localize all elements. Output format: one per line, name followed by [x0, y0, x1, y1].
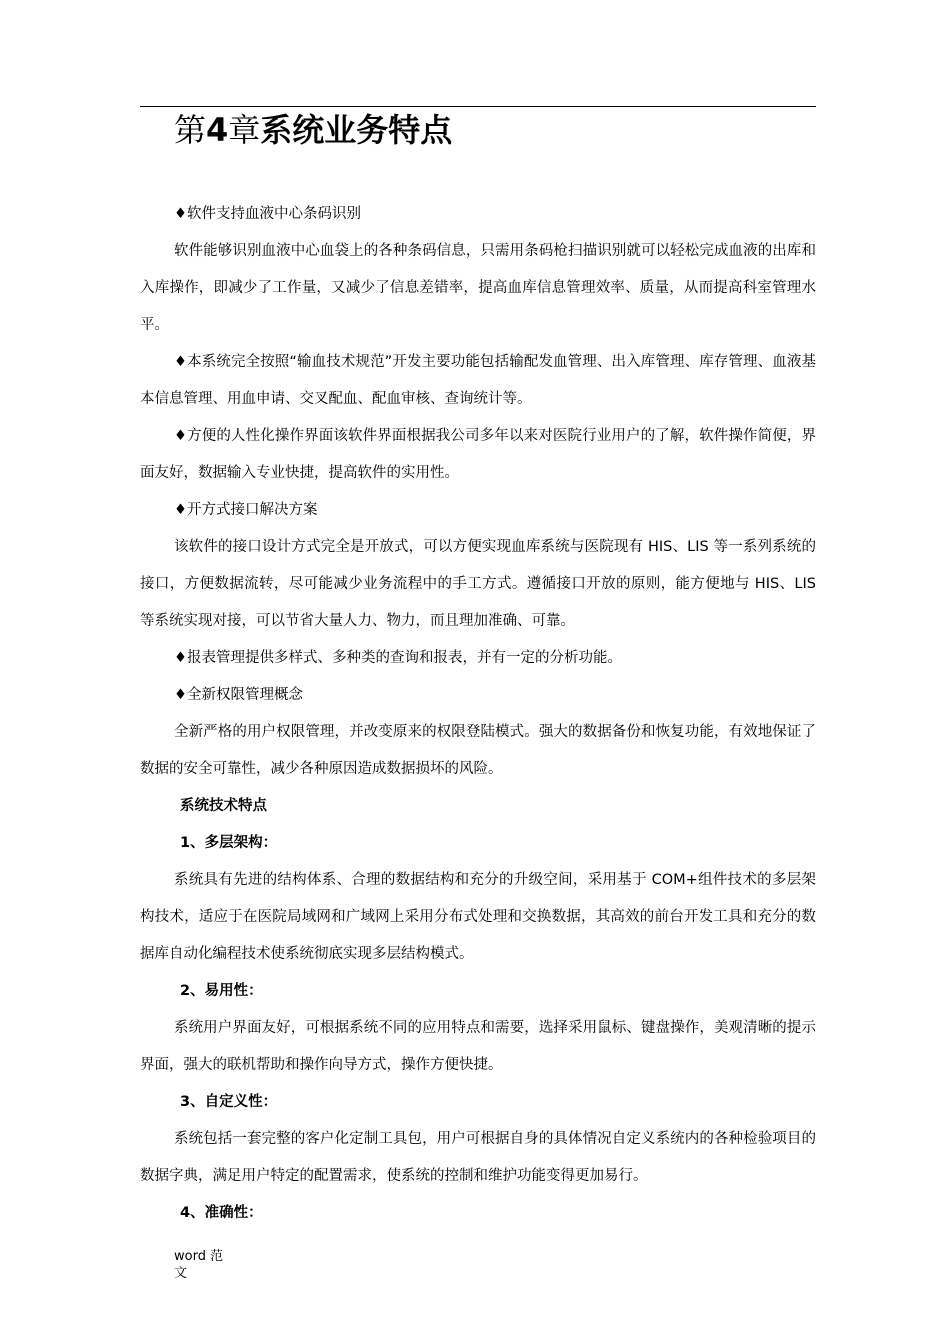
body-paragraph: ♦报表管理提供多样式、多种类的查询和报表，并有一定的分析功能。 — [174, 650, 622, 666]
section-heading: 系统技术特点 — [180, 798, 267, 814]
header-rule — [140, 106, 816, 107]
body-paragraph: 系统包括一套完整的客户化定制工具包，用户可根据自身的具体情况自定义系统内的各种检验项目的数据字典，满足用户特定的配置需求，使系统的控制和维护功能变得更加易行。 — [140, 1131, 816, 1184]
section-heading: 1、多层架构： — [180, 835, 278, 851]
section-heading: 2、易用性： — [180, 983, 263, 999]
body-paragraph: 系统用户界面友好，可根据系统不同的应用特点和需要，选择采用鼠标、键盘操作，美观清晰的提示界面，强大的联机帮助和操作向导方式，操作方便快捷。 — [140, 1020, 816, 1073]
chapter-suffix: 章 — [228, 111, 261, 149]
page-footer: word 范文 — [174, 1249, 224, 1281]
section-heading: 4、准确性： — [180, 1205, 263, 1221]
body-paragraph: ♦软件支持血液中心条码识别 — [174, 206, 361, 222]
body-paragraph: ♦开方式接口解决方案 — [174, 502, 318, 518]
section-heading: 3、自定义性： — [180, 1094, 278, 1110]
body-paragraph: ♦本系统完全按照“输血技术规范”开发主要功能包括输配发血管理、出入库管理、库存管理、血液基本信息管理、用血申请、交叉配血、配血审核、查询统计等。 — [140, 354, 816, 407]
body-paragraph: 软件能够识别血液中心血袋上的各种条码信息，只需用条码枪扫描识别就可以轻松完成血液的出库和入库操作，即减少了工作量，又减少了信息差错率，提高血库信息管理效率、质量，从而提高科室管理水平。 — [140, 243, 816, 333]
chapter-heading: 系统业务特点 — [260, 111, 453, 149]
body-paragraph: 该软件的接口设计方式完全是开放式，可以方便实现血库系统与医院现有 HIS、LIS 等一系列系统的接口，方便数据流转，尽可能减少业务流程中的手工方式。遵循接口开放的原则，能方便地与 HIS、LIS 等系统实现对接，可以节省大量人力、物力，而且理加准确、可靠。 — [140, 539, 816, 629]
chapter-number: 4 — [206, 111, 229, 149]
document-body — [140, 196, 816, 1232]
body-paragraph: ♦全新权限管理概念 — [174, 687, 303, 703]
body-paragraph: 全新严格的用户权限管理，并改变原来的权限登陆模式。强大的数据备份和恢复功能，有效地保证了数据的安全可靠性，减少各种原因造成数据损坏的风险。 — [140, 724, 816, 777]
body-paragraph: ♦方便的人性化操作界面该软件界面根据我公司多年以来对医院行业用户的了解，软件操作简便，界面友好，数据输入专业快捷，提高软件的实用性。 — [140, 428, 816, 481]
chapter-title — [174, 110, 452, 150]
body-paragraph: 系统具有先进的结构体系、合理的数据结构和充分的升级空间，采用基于 COM+组件技术的多层架构技术，适应于在医院局域网和广域网上采用分布式处理和交换数据，其高效的前台开发工具和充分的数据库自动化编程技术使系统彻底实现多层结构模式。 — [140, 872, 816, 962]
chapter-prefix: 第 — [174, 111, 207, 149]
